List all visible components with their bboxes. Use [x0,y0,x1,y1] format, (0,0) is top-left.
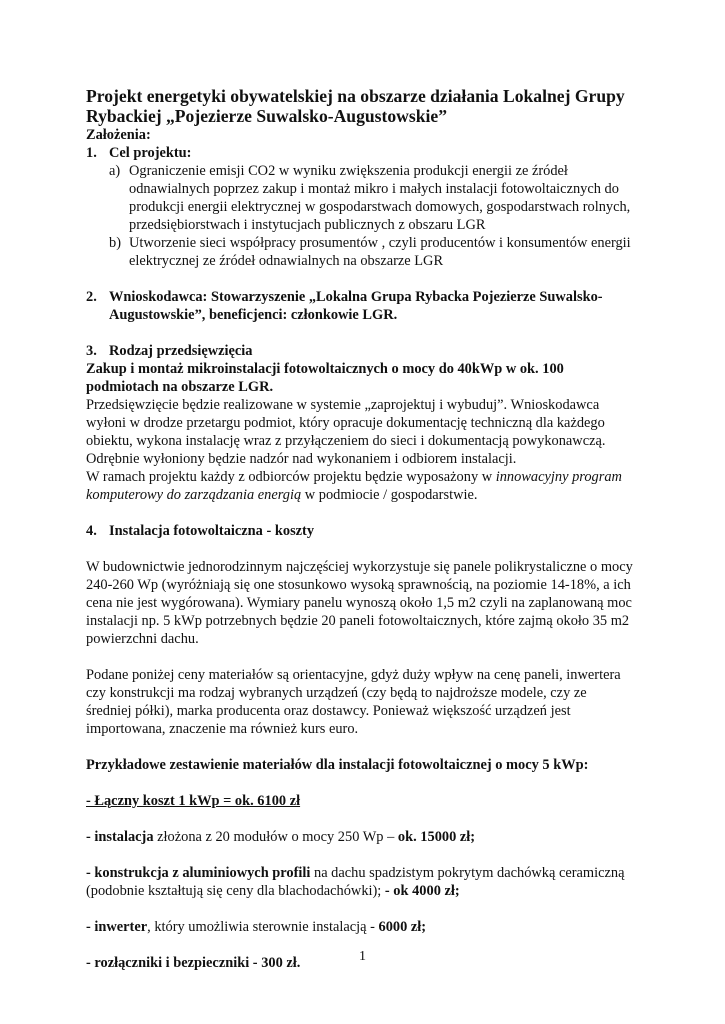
section-3-title: Rodzaj przedsięwzięcia [109,343,253,359]
item1-label: - instalacja [86,829,154,845]
item1-text: złożona z 20 modułów o mocy 250 Wp – [153,829,398,845]
total-cost: - Łączny koszt 1 kWp = ok. 6100 zł [86,793,301,809]
section-1-item-b [86,234,634,270]
item2-label: - konstrukcja z aluminiowych profili [86,865,311,881]
section-2 [86,288,634,324]
p2-pre: W ramach projektu każdy z odbiorców projektu będzie wyposażony w [86,469,496,485]
section-3-paragraph-1: Przedsięwzięcie będzie realizowane w systemie „zaprojektuj i wybuduj”. Wnioskodawca wyłoni w drodze przetargu podmiot, który opracuje dokumentację techniczną dla każdego obiektu, wykona instalację wraz z przyłączeniem do sieci i dokumentacją powykonawczą. Odrębnie wyłoniony będzie nadzór nad wykonaniem i odbiorem instalacji. [86,397,606,467]
item2-price: - ok 4000 zł; [384,883,460,899]
item3-price: 6000 zł; [378,919,427,935]
p2-post: w podmiocie / gospodarstwie. [301,487,478,503]
cost-item-construction [86,864,634,900]
item-b-label: b) [109,235,121,251]
section-1-heading [86,144,634,162]
item3-label: - inwerter [86,919,148,935]
cost-item-installation [86,828,634,846]
section-1-number: 1. [86,145,97,161]
cost-item-breakers: - rozłączniki i bezpieczniki - 300 zł. [86,955,301,971]
assumptions-heading: Założenia: [86,127,151,143]
section-3-heading [86,342,634,360]
item2-text: na dachu spadzistym pokrytym dachówką ceramiczną (podobnie kształtują się ceny dla blachodachówki); [86,865,625,899]
cost-item-inverter [86,918,634,936]
item-a-label: a) [109,163,121,179]
section-2-number: 2. [86,289,97,305]
section-3-paragraph-2 [86,468,634,504]
item-a-text: Ograniczenie emisji CO2 w wyniku zwiększenia produkcji energii ze źródeł odnawialnych poprzez zakup i montaż mikro i małych instalacji fotowoltaicznych do produkcji energii elektrycznej w gospodarstwach domowych, gospodarstwach rolnych, przedsiębiorstwach i instytucjach publicznych z obszaru LGR [129,163,631,233]
section-3-number: 3. [86,343,97,359]
item1-price: ok. 15000 zł; [397,829,476,845]
item-b-text: Utworzenie sieci współpracy prosumentów , czyli producentów i konsumentów energii elektrycznej ze źródeł odnawialnych na obszarze LGR [129,235,631,269]
section-4-paragraph-1: W budownictwie jednorodzinnym najczęściej wykorzystuje się panele polikrystaliczne o mocy 240-260 Wp (wyróżniają się one stosunkowo wysoką sprawnością, na poziomie 14-18%, a ich cena nie jest wygórowana). Wymiary panelu wynoszą około 1,5 m2 czyli na zaplanowaną moc instalacji np. 5 kWp potrzebnych będzie 20 paneli fotowoltaicznych, które zajmą około 35 m2 powierzchni dachu. [86,559,633,647]
section-4-title: Instalacja fotowoltaiczna - koszty [109,523,315,539]
section-2-text: Wnioskodawca: Stowarzyszenie „Lokalna Grupa Rybacka Pojezierze Suwalsko-Augustowskie”, beneficjenci: członkowie LGR. [109,289,603,323]
item3-text: , który umożliwia sterownie instalacją - [147,919,379,935]
section-1-title: Cel projektu: [109,145,192,161]
p2-italic: innowacyjny program komputerowy do zarządzania energią [86,469,622,503]
section-4-number: 4. [86,523,97,539]
section-4-heading [86,522,634,540]
document-page [86,86,634,972]
page-number: 1 [359,949,366,964]
section-3-bold-line: Zakup i montaż mikroinstalacji fotowoltaicznych o mocy do 40kWp w ok. 100 podmiotach na obszarze LGR. [86,361,564,395]
example-heading: Przykładowe zestawienie materiałów dla instalacji fotowoltaicznej o mocy 5 kWp: [86,757,589,773]
document-title: Projekt energetyki obywatelskiej na obszarze działania Lokalnej Grupy Rybackiej „Pojezierze Suwalsko-Augustowskie” [86,86,625,126]
section-1-item-a [86,162,634,234]
section-4-paragraph-2: Podane poniżej ceny materiałów są orientacyjne, gdyż duży wpływ na cenę paneli, inwertera czy konstrukcji ma rodzaj wybranych urządzeń (czy będą to najdroższe modele, czy ze średniej półki), marka producenta oraz dostawcy. Ponieważ większość urządzeń jest importowana, znaczenie ma również kurs euro. [86,667,621,737]
